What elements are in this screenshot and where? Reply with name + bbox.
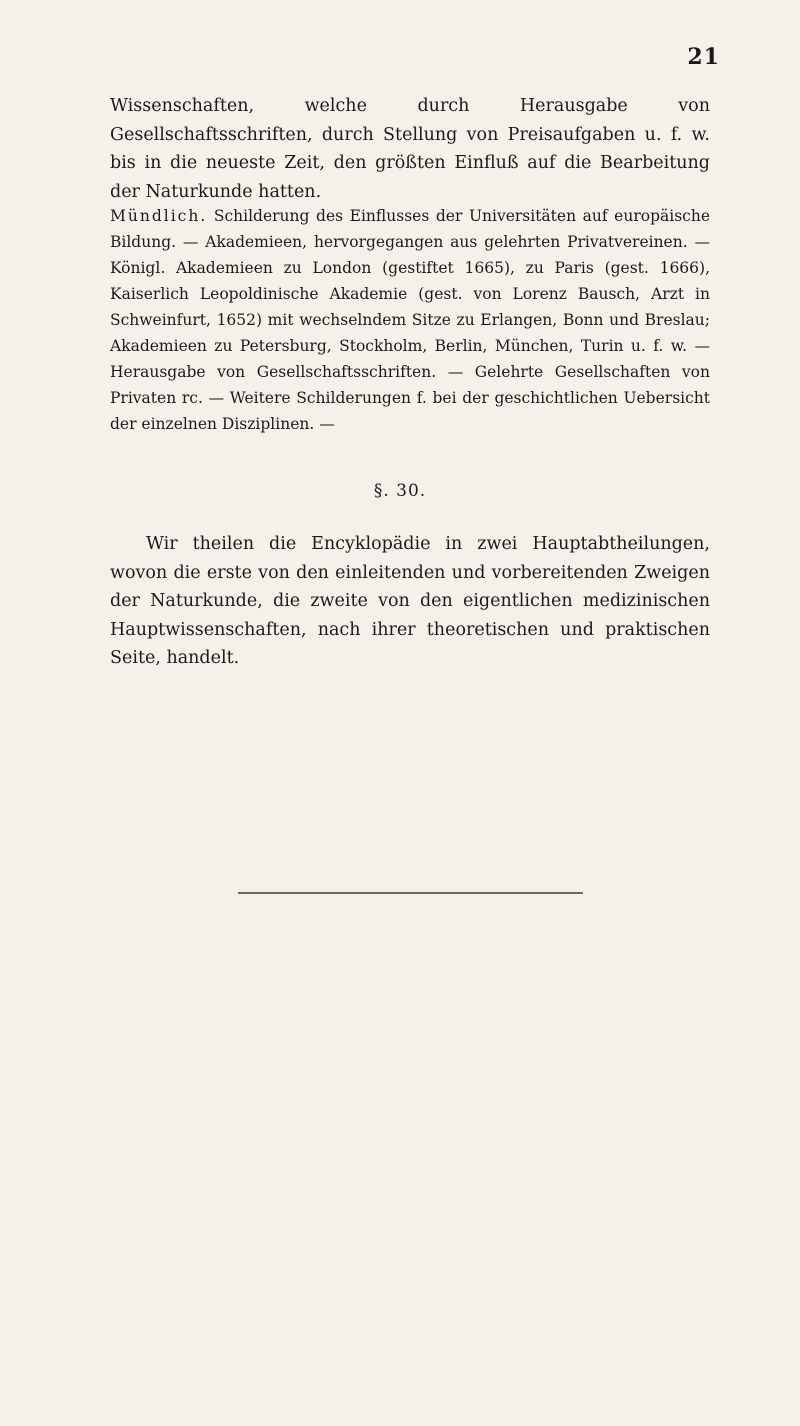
continuation-text: Wissenschaften, welche durch Herausgabe von Gesellschaftsschriften, durch Stellung von Preisaufgaben u. f. w. bis in die neueste Zeit, den größten Einfluß auf die Bearbeitung der Naturkunde hatten. xyxy=(110,96,710,202)
oral-remarks-text xyxy=(110,203,710,437)
continuation-paragraph xyxy=(110,92,710,206)
page-number: 21 xyxy=(687,44,720,70)
oral-remarks-paragraph xyxy=(110,203,710,437)
section-paragraph xyxy=(110,530,710,673)
oral-remarks-body: Schilderung des Einflusses der Universitäten auf europäische Bildung. — Akademieen, hervorgegangen aus gelehrten Privatvereinen. — Königl. Akademieen zu London (gestiftet 1665), zu Paris (gest. 1666), Kaiserlich Leopoldinische Akademie (gest. von Lorenz Bausch, Arzt in Schweinfurt, 1652) mit wechselndem Sitze zu Erlangen, Bonn und Breslau; Akademieen zu Petersburg, Stockholm, Berlin, München, Turin u. f. w. — Herausgabe von Gesellschaftsschriften. — Gelehrte Gesellschaften von Privaten rc. — Weitere Schilderungen f. bei der geschichtlichen Uebersicht der einzelnen Disziplinen. — xyxy=(110,207,710,433)
oral-lead-word: Mündlich. xyxy=(110,207,208,225)
end-rule xyxy=(238,892,583,894)
section-heading: §. 30. xyxy=(373,481,427,501)
section-text: Wir theilen die Encyklopädie in zwei Hauptabtheilungen, wovon die erste von den einleitenden und vorbereitenden Zweigen der Naturkunde, die zweite von den eigentlichen medizinischen Hauptwissenschaften, nach ihrer theoretischen und praktischen Seite, handelt. xyxy=(110,534,710,668)
